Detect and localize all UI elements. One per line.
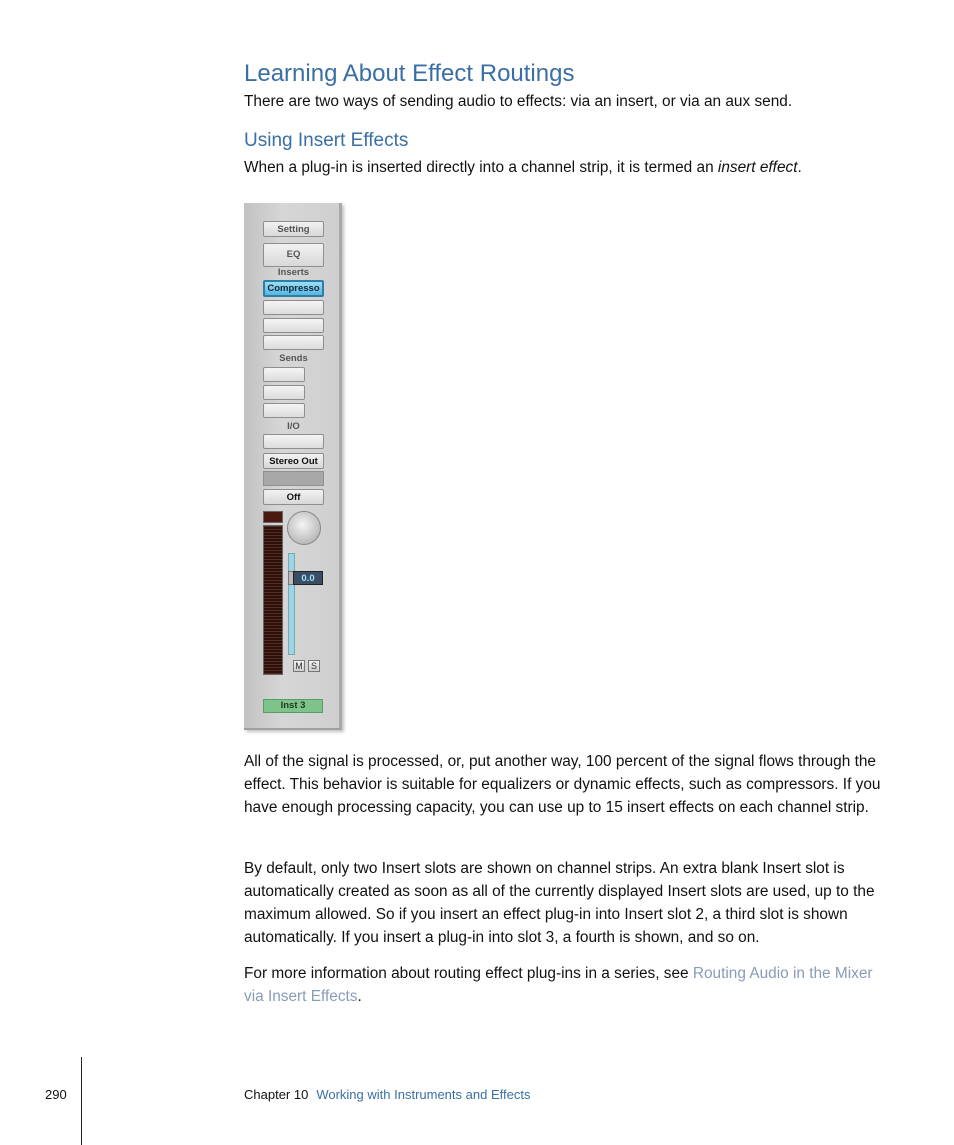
section-intro-em: insert effect [717,159,798,176]
insert-slot-3[interactable] [263,318,324,333]
mute-button[interactable]: M [293,660,305,672]
sends-label: Sends [279,353,308,364]
more-info-pre: For more information about routing effect plug-ins in a series, see [244,965,693,982]
output-button[interactable]: Stereo Out [263,453,324,469]
chapter-label: Chapter 10 [244,1087,309,1102]
io-label: I/O [287,421,300,432]
automation-button[interactable]: Off [263,489,324,505]
page-number: 290 [45,1087,67,1102]
intro-text: There are two ways of sending audio to effects: via an insert, or via an aux send. [244,93,793,110]
send-slot-1[interactable] [263,367,305,382]
insert-slot-4[interactable] [263,335,324,350]
paragraph-1: All of the signal is processed, or, put another way, 100 percent of the signal flows through the effect. This behavior is suitable for equalizers or dynamic effects, such as compressors. If you have enough processing capacity, you can use up to 15 insert effects on each channel strip. [244,753,881,816]
chapter-title[interactable]: Working with Instruments and Effects [316,1087,531,1102]
paragraph-2: By default, only two Insert slots are shown on channel strips. An extra blank Insert slot is automatically created as soon as all of the currently displayed Insert slots are used, up to the maximum allowed. So if you insert an effect plug-in into Insert slot 2, a third slot is shown automatically. If you insert a plug-in into slot 3, a fourth is shown, and so on. [244,860,875,946]
page-heading: Learning About Effect Routings [244,60,575,87]
level-meter [263,525,283,675]
paragraph-3 [244,962,884,1008]
more-info-post: . [357,988,362,1005]
send-slot-2[interactable] [263,385,305,400]
clip-indicator [263,511,283,523]
eq-button[interactable]: EQ [263,243,324,267]
section-intro-pre: When a plug-in is inserted directly into a channel strip, it is termed an [244,159,718,176]
section-heading: Using Insert Effects [244,130,409,151]
input-slot[interactable] [263,434,324,449]
footer-chapter [244,1087,530,1102]
solo-button[interactable]: S [308,660,320,672]
volume-fader-track[interactable] [288,553,295,655]
section-intro [244,156,884,179]
insert-slot-2[interactable] [263,300,324,315]
volume-value: 0.0 [293,571,323,585]
channel-strip-figure [244,203,342,730]
footer-divider [81,1057,82,1145]
send-slot-3[interactable] [263,403,305,418]
pan-knob[interactable] [287,511,321,545]
inserts-label: Inserts [277,267,310,278]
setting-button[interactable]: Setting [263,221,324,237]
group-slot[interactable] [263,471,324,486]
insert-slot-1[interactable]: Compresso [263,280,324,297]
routing-link[interactable]: Routing Audio in the Mixer via Insert Effects [244,965,873,1005]
track-name-label[interactable]: Inst 3 [263,699,323,713]
section-intro-post: . [797,159,802,176]
